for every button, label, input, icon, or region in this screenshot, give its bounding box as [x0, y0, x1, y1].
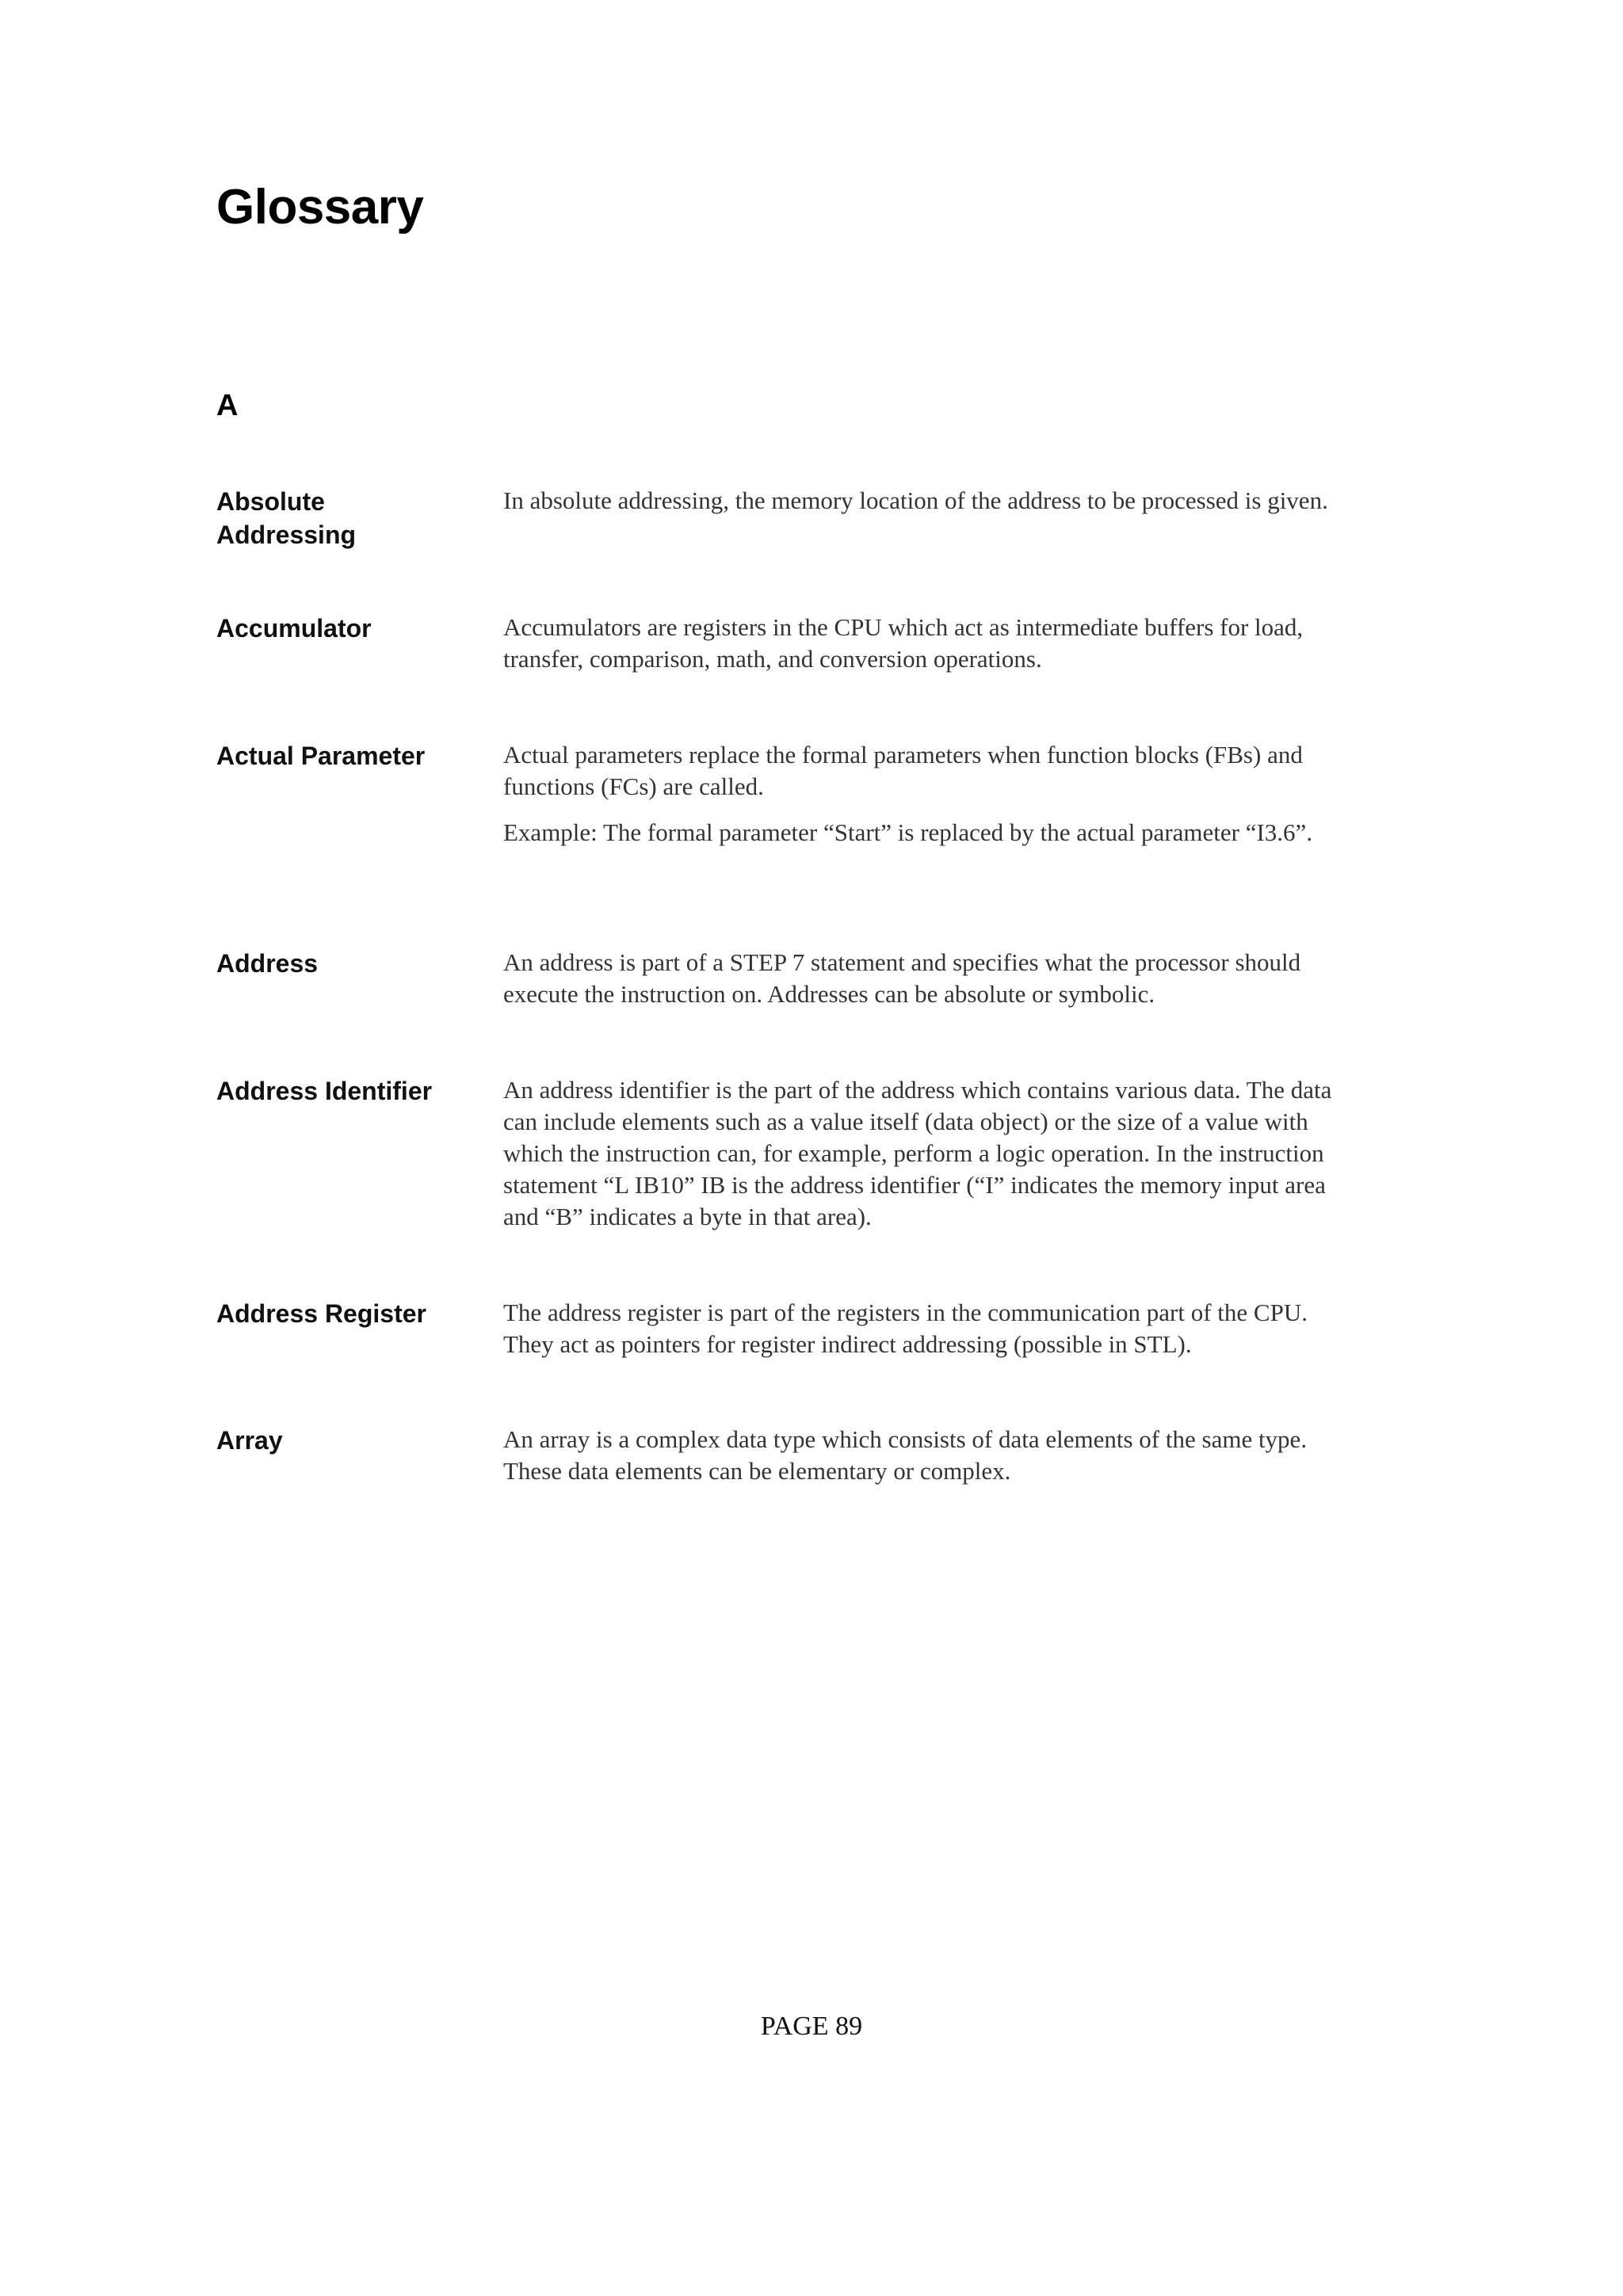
glossary-definition: [503, 612, 1343, 689]
glossary-definition: [503, 947, 1343, 1024]
definition-paragraph: An address is part of a STEP 7 statement and specifies what the processor should execute the instruction on. Addresses can be absolute or symbolic.: [503, 948, 1301, 1008]
page-number: PAGE 89: [760, 2012, 863, 2041]
definition-paragraph: In absolute addressing, the memory location of the address to be processed is given.: [503, 486, 1328, 514]
glossary-definition: [503, 1074, 1343, 1247]
glossary-term: Actual Parameter: [216, 742, 426, 770]
definition-paragraph: Accumulators are registers in the CPU which act as intermediate buffers for load, transfer, comparison, math, and conversion operations.: [503, 613, 1304, 673]
glossary-term: Address: [216, 949, 319, 978]
section-letter: A: [216, 389, 239, 422]
glossary-term: Absolute Addressing: [216, 487, 357, 549]
glossary-definition: [503, 485, 1343, 531]
definition-paragraph: Actual parameters replace the formal parameters when function blocks (FBs) and functions (FCs) are called.: [503, 741, 1303, 800]
definition-paragraph: The address register is part of the registers in the communication part of the CPU. They act as pointers for register indirect addressing (possible in STL).: [503, 1299, 1308, 1358]
glossary-definition: [503, 739, 1343, 863]
glossary-definition: [503, 1424, 1343, 1501]
glossary-term: Address Identifier: [216, 1077, 433, 1105]
definition-paragraph: An address identifier is the part of the address which contains various data. The data can include elements such as a value itself (data object) or the size of a value with which the instruction can, for example, perform a logic operation. In the instruction statement “L IB10” IB is the address identifier (“I” indicates the memory input area and “B” indicates a byte in that area).: [503, 1076, 1332, 1230]
glossary-term: Array: [216, 1426, 283, 1455]
glossary-term: Address Register: [216, 1299, 426, 1328]
glossary-definition: [503, 1297, 1343, 1375]
definition-paragraph: An array is a complex data type which consists of data elements of the same type. These data elements can be elementary or complex.: [503, 1425, 1308, 1485]
glossary-term: Accumulator: [216, 614, 372, 643]
page-title: Glossary: [216, 180, 424, 235]
definition-paragraph: Example: The formal parameter “Start” is replaced by the actual parameter “I3.6”.: [503, 818, 1313, 846]
